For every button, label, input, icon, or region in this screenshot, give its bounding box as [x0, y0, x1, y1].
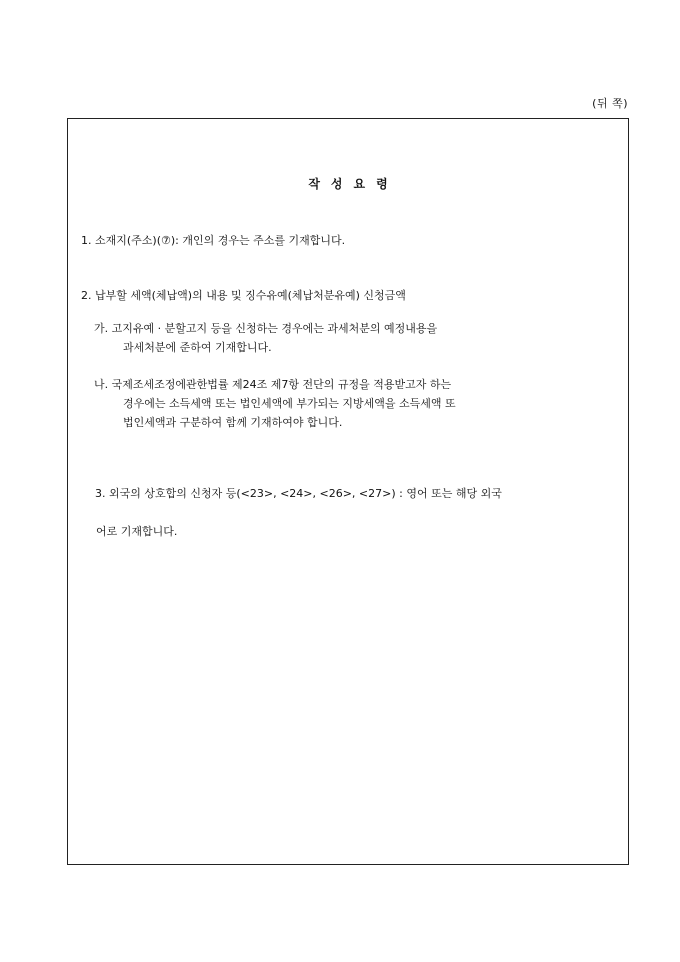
guide-title: 작성요령	[308, 177, 399, 191]
guide-item-2-sub-b-line3: 법인세액과 구분하여 함께 기재하여야 합니다.	[123, 416, 343, 429]
guide-item-1: 1. 소재지(주소)(⑦): 개인의 경우는 주소를 기재합니다.	[81, 234, 346, 247]
guide-item-2: 2. 납부할 세액(체납액)의 내용 및 징수유예(체납처분유예) 신청금액	[81, 289, 406, 302]
page-side-label: (뒤 쪽)	[592, 97, 628, 110]
guide-item-2-sub-b-line2: 경우에는 소득세액 또는 법인세액에 부가되는 지방세액을 소득세액 또	[123, 397, 456, 410]
guide-item-2-sub-a-line2: 과세처분에 준하여 기재합니다.	[123, 341, 272, 354]
guide-item-3	[81, 465, 608, 579]
guide-item-2-sub-a	[94, 319, 608, 357]
guide-item-2-sub-b-line1: 나. 국제조세조정에관한법률 제24조 제7항 전단의 규정을 적용받고자 하는	[94, 378, 452, 391]
guide-item-2-sub-b	[94, 375, 608, 432]
guide-item-3-line1: 3. 외국의 상호합의 신청자 등(<23>, <24>, <26>, <27>) : 영어 또는 해당 외국	[95, 487, 502, 500]
guide-item-3-line2: 어로 기재합니다.	[96, 525, 178, 538]
guide-item-2-sub-a-line1: 가. 고지유예 · 분할고지 등을 신청하는 경우에는 과세처분의 예정내용을	[94, 322, 438, 335]
guide-frame	[67, 118, 629, 865]
